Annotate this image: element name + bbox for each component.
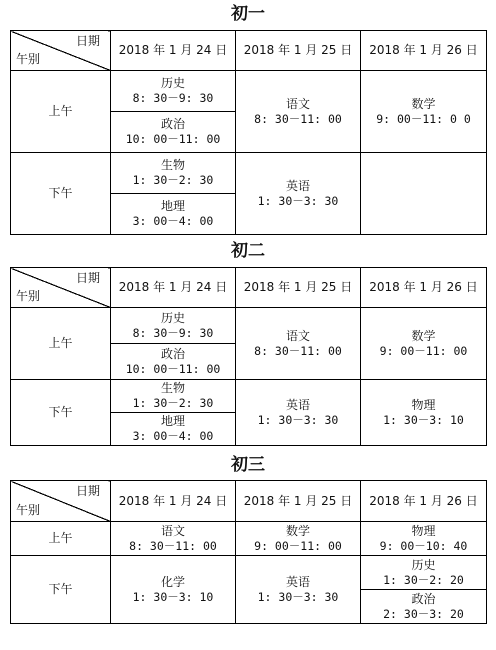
exam-time: 1: 30－3: 10 [383, 412, 464, 427]
exam-time: 8: 30－11: 00 [129, 538, 217, 553]
exam-time: 8: 30－9: 30 [132, 325, 214, 340]
exam-time: 1: 30－2: 20 [383, 572, 464, 587]
exam-subject: 政治 [160, 117, 185, 131]
period-cell-am: 上午 [11, 308, 111, 380]
date-label: 日期 [75, 34, 100, 48]
exam-cell [111, 556, 236, 624]
exam-cell [111, 380, 236, 413]
exam-cell [111, 344, 236, 380]
exam-cell [111, 194, 236, 235]
exam-subject: 政治 [411, 591, 436, 606]
date-header: 2018 年 1 月 26 日 [361, 481, 487, 522]
empty-cell [361, 153, 487, 235]
period-cell-pm: 下午 [11, 556, 111, 624]
date-header: 2018 年 1 月 25 日 [236, 31, 361, 71]
exam-subject: 英语 [285, 178, 310, 193]
period-label: 午别 [16, 503, 41, 517]
exam-time: 9: 00－11: 00 [254, 538, 342, 553]
am-row [11, 71, 487, 112]
period-label: 午别 [16, 52, 41, 66]
header-row [11, 31, 487, 71]
exam-subject: 历史 [411, 557, 436, 572]
period-cell-am: 上午 [11, 71, 111, 153]
date-label: 日期 [75, 271, 100, 285]
exam-subject: 生物 [160, 158, 185, 172]
exam-subject: 化学 [160, 574, 185, 589]
exam-time: 9: 00－11: 00 [379, 343, 468, 358]
schedule-table [10, 267, 487, 446]
period-cell-am: 上午 [11, 522, 111, 556]
exam-time: 10: 00－11: 00 [125, 361, 221, 376]
exam-cell [111, 522, 236, 556]
exam-subject: 生物 [160, 381, 185, 395]
exam-subject: 数学 [411, 96, 436, 111]
date-header: 2018 年 1 月 25 日 [236, 268, 361, 308]
exam-subject: 语文 [285, 328, 310, 343]
exam-cell [236, 308, 361, 380]
exam-subject: 地理 [160, 414, 185, 428]
exam-cell [361, 590, 487, 624]
exam-cell [111, 112, 236, 153]
pm-row [11, 380, 487, 413]
date-header: 2018 年 1 月 25 日 [236, 481, 361, 522]
exam-subject: 物理 [411, 523, 436, 538]
exam-cell [361, 380, 487, 446]
grade-heading: 初三 [231, 455, 265, 475]
exam-time: 1: 30－2: 30 [132, 173, 214, 187]
date-header: 2018 年 1 月 24 日 [111, 268, 236, 308]
exam-time: 8: 30－11: 00 [254, 111, 342, 126]
schedule-table [10, 480, 487, 624]
date-header: 2018 年 1 月 26 日 [361, 268, 487, 308]
pm-row [11, 153, 487, 194]
exam-time: 8: 30－11: 00 [254, 343, 342, 358]
exam-cell [236, 380, 361, 446]
exam-cell [361, 522, 487, 556]
exam-time: 10: 00－11: 00 [125, 132, 221, 146]
exam-time: 9: 00－11: 0 0 [376, 111, 471, 126]
date-header: 2018 年 1 月 26 日 [361, 31, 487, 71]
header-row [11, 481, 487, 522]
date-header: 2018 年 1 月 24 日 [111, 481, 236, 522]
exam-cell [361, 556, 487, 590]
exam-time: 8: 30－9: 30 [132, 91, 214, 105]
exam-time: 3: 00－4: 00 [132, 214, 214, 228]
exam-time: 1: 30－3: 30 [257, 193, 339, 208]
exam-subject: 地理 [160, 199, 185, 213]
pm-row [11, 556, 487, 590]
exam-cell [236, 556, 361, 624]
diagonal-header-cell [11, 481, 111, 522]
exam-cell [361, 71, 487, 153]
exam-subject: 历史 [160, 310, 185, 325]
date-header: 2018 年 1 月 24 日 [111, 31, 236, 71]
exam-cell [111, 413, 236, 446]
period-cell-pm: 下午 [11, 153, 111, 235]
exam-time: 1: 30－2: 30 [132, 396, 214, 410]
period-cell-pm: 下午 [11, 380, 111, 446]
exam-cell [236, 71, 361, 153]
schedule-table [10, 30, 487, 235]
exam-subject: 英语 [285, 574, 310, 589]
exam-cell [236, 522, 361, 556]
exam-cell [361, 308, 487, 380]
grade-heading: 初一 [231, 4, 265, 24]
diagonal-header-cell [11, 31, 111, 71]
period-label: 午别 [16, 289, 41, 303]
exam-cell [236, 153, 361, 235]
exam-subject: 历史 [160, 76, 185, 90]
exam-cell [111, 71, 236, 112]
am-row [11, 522, 487, 556]
am-row [11, 308, 487, 344]
exam-time: 1: 30－3: 30 [257, 412, 339, 427]
exam-subject: 语文 [285, 96, 310, 111]
exam-subject: 数学 [285, 523, 310, 538]
exam-time: 1: 30－3: 10 [132, 589, 214, 604]
exam-subject: 物理 [411, 397, 436, 412]
exam-cell [111, 308, 236, 344]
grade-heading: 初二 [231, 241, 265, 261]
diagonal-header-cell [11, 268, 111, 308]
exam-subject: 政治 [160, 346, 185, 361]
header-row [11, 268, 487, 308]
exam-time: 2: 30－3: 20 [383, 606, 464, 621]
date-label: 日期 [75, 484, 100, 498]
exam-time: 3: 00－4: 00 [132, 429, 214, 443]
exam-time: 1: 30－3: 30 [257, 589, 339, 604]
exam-subject: 英语 [285, 397, 310, 412]
exam-subject: 数学 [411, 328, 436, 343]
exam-subject: 语文 [160, 523, 185, 538]
exam-time: 9: 00－10: 40 [379, 538, 468, 553]
exam-cell [111, 153, 236, 194]
